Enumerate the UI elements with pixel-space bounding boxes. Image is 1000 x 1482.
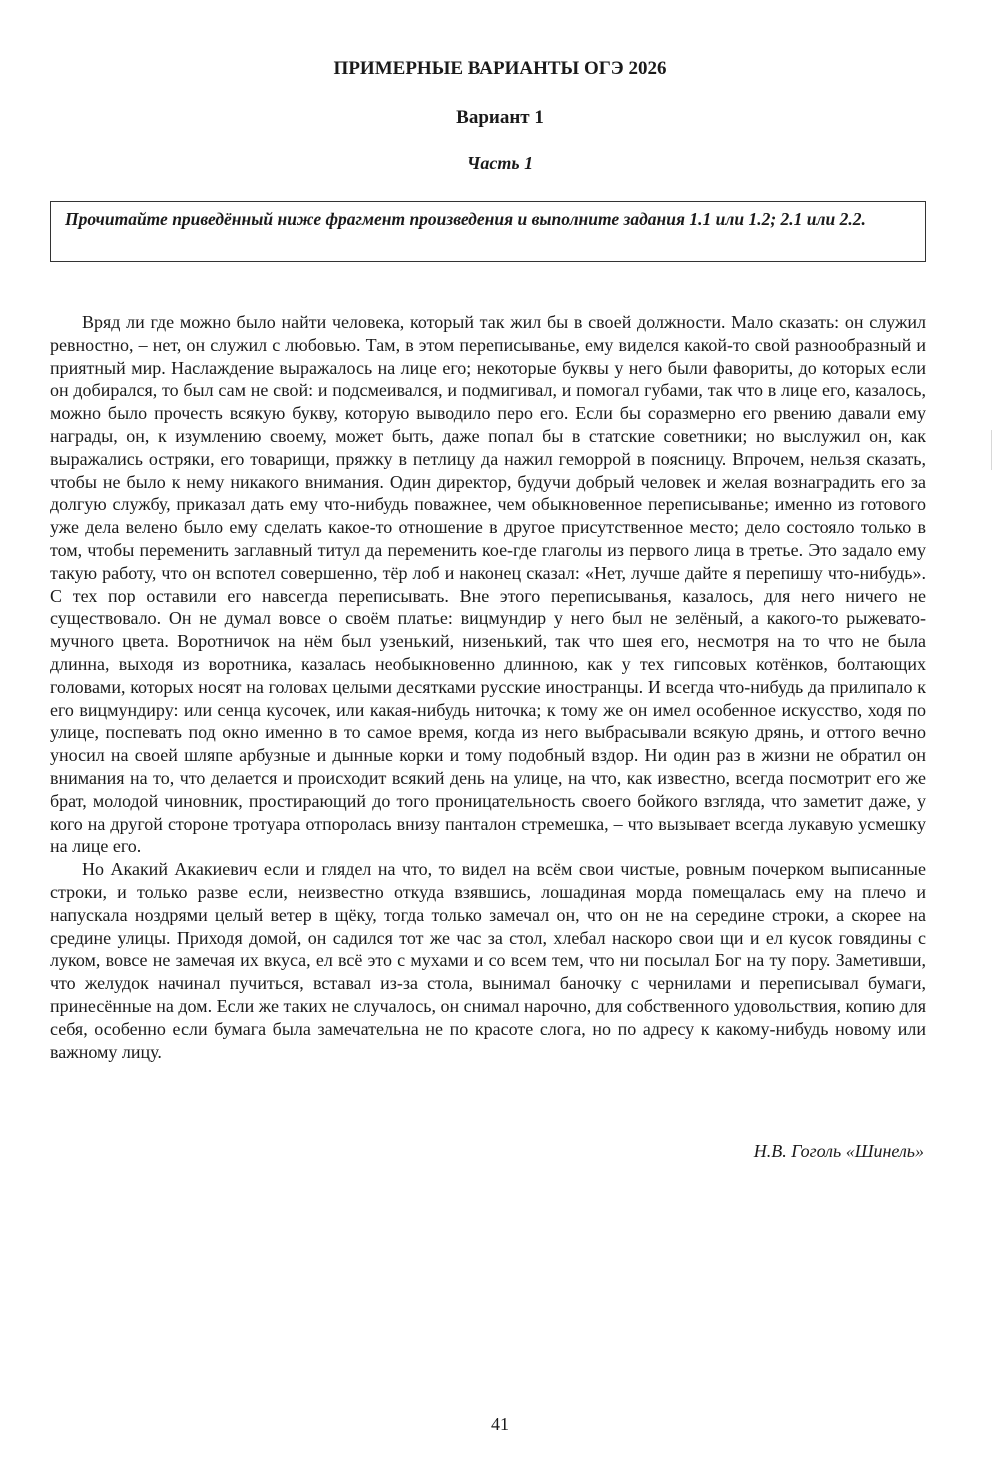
instruction-box: Прочитайте приведённый ниже фрагмент произведения и выполните задания 1.1 или 1.2; 2.1 или 2.2. bbox=[50, 201, 926, 262]
page-title: ПРИМЕРНЫЕ ВАРИАНТЫ ОГЭ 2026 bbox=[333, 58, 667, 79]
page-number: 41 bbox=[491, 1414, 509, 1434]
part-heading: Часть 1 bbox=[466, 153, 534, 173]
variant-heading: Вариант 1 bbox=[456, 107, 544, 128]
passage-paragraph: Но Акакий Акакиевич если и глядел на что, то видел на всём свои чистые, ровным почерком выписанные строки, и только разве если, неизвестно откуда взявшись, лошадиная морда помещалась ему на плечо и напускала ноздрями целый ветер в щёку, тогда только замечал он, что он не на середине строки, а скорее на средине улицы. Приходя домой, он садился тот же час за стол, хлебал наскоро свои щи и ел кусок говядины с луком, вовсе не замечая их вкуса, ел всё это с мухами и со всем тем, что ни посылал Бог на ту пору. Заметивши, что желудок начинал пучиться, вставал из-за стола, вынимал баночку с чернилами и переписывал бумаги, принесённые на дом. Если же таких не случалось, он снимал нарочно, для собственного удовольствия, копию для себя, особенно если бумага была замечательна не по красоте слога, но по адресу к какому-нибудь новому или важному лицу. bbox=[50, 859, 926, 1062]
literary-passage bbox=[50, 311, 926, 1063]
source-attribution: Н.В. Гоголь «Шинель» bbox=[753, 1141, 924, 1161]
scan-edge-mark bbox=[991, 430, 992, 470]
passage-paragraph: Вряд ли где можно было найти человека, который так жил бы в своей должности. Мало сказать: он служил ревностно, – нет, он служил с любовью. Там, в этом переписыванье, ему виделся какой-то свой разнообразный и приятный мир. Наслаждение выражалось на лице его; некоторые буквы у него были фавориты, до которых если он добирался, то был сам не свой: и подсмеивался, и подмигивал, и помогал губами, так что в лице его, казалось, можно было прочесть всякую букву, которую выводило перо его. Если бы соразмерно его рвению давали ему награды, он, к изумлению своему, может быть, даже попал бы в статские советники; но выслужил он, как выражались остряки, его товарищи, пряжку в петлицу да нажил геморрой в поясницу. Впрочем, нельзя сказать, чтобы не было к нему никакого внимания. Один директор, будучи добрый человек и желая вознаградить его за долгую службу, приказал дать ему что-нибудь поважнее, чем обыкновенное переписыванье; именно из готового уже дела велено было ему сделать какое-то отношение в другое присутственное место; дело состояло только в том, чтобы переменить заглавный титул да переменить кое-где глаголы из первого лица в третье. Это задало ему такую работу, что он вспотел совершенно, тёр лоб и наконец сказал: «Нет, лучше дайте я перепишу что-нибудь». С тех пор оставили его навсегда переписывать. Вне этого переписыванья, казалось, для него ничего не существовало. Он не думал вовсе о своём платье: вицмундир у него был не зелёный, а какого-то рыжевато-мучного цвета. Воротничок на нём был узенький, низенький, так что шея его, несмотря на то что не была длинна, выходя из воротника, казалась необыкновенно длинною, как у тех гипсовых котёнков, болтающих головами, которых носят на головах целыми десятками русские иностранцы. И всегда что-нибудь да прилипало к его вицмундиру: или сенца кусочек, или какая-нибудь ниточка; к тому же он имел особенное искусство, ходя по улице, поспевать под окно именно в то самое время, когда из него выбрасывали всякую дрянь, и оттого вечно уносил на своей шляпе арбузные и дынные корки и тому подобный вздор. Ни один раз в жизни не обратил он внимания на то, что делается и происходит всякий день на улице, на что, как известно, всегда посмотрит его же брат, молодой чиновник, простирающий до того проницательность своего бойкого взгляда, что заметит даже, у кого на другой стороне тротуара отпоролась внизу панталон стремешка, – что вызывает всегда лукавую усмешку на лице его. bbox=[50, 312, 926, 857]
